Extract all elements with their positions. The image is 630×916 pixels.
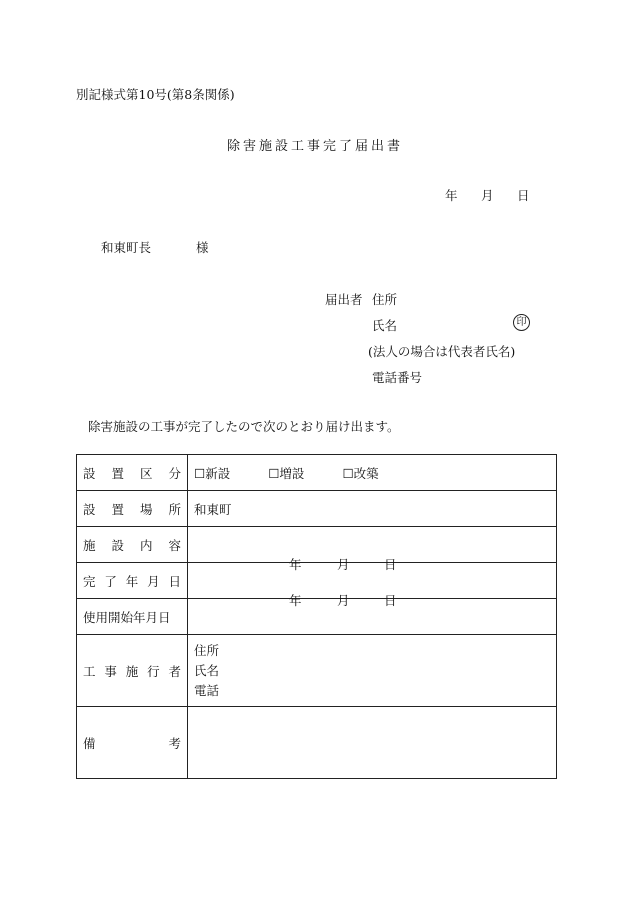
remarks-row <box>77 707 557 779</box>
content-label: 施 設 内 容 <box>77 527 188 563</box>
option-expansion-checkbox[interactable]: ☐増設 <box>268 465 305 481</box>
location-value[interactable]: 和東町 <box>188 491 557 527</box>
contractor-address-label: 住所 <box>194 642 220 658</box>
document-title: 除害施設工事完了届出書 <box>226 139 403 154</box>
contractor-value[interactable] <box>188 635 557 707</box>
contractor-row <box>77 635 557 707</box>
start-date-value[interactable] <box>188 593 557 635</box>
start-month-label: 月 <box>337 593 350 608</box>
recipient-honorific: 様 <box>196 240 209 255</box>
details-table <box>76 454 557 779</box>
contractor-name-label: 氏名 <box>194 662 220 678</box>
completion-date-label: 完 了 年 月 日 <box>77 563 188 599</box>
remarks-value[interactable] <box>188 707 557 779</box>
applicant-phone-label: 電話番号 <box>372 370 423 385</box>
date-day-label: 日 <box>517 188 530 203</box>
completion-day-label: 日 <box>384 557 397 572</box>
start-date-label: 使用開始年月日 <box>77 599 188 635</box>
contractor-label: 工 事 施 行 者 <box>77 635 188 707</box>
install-type-label: 設 置 区 分 <box>77 455 188 491</box>
option-renovation-checkbox[interactable]: ☐改築 <box>342 465 379 481</box>
seal-mark: 印 <box>513 314 530 331</box>
applicant-label: 届出者 <box>325 292 363 307</box>
completion-date-row <box>77 563 557 599</box>
start-day-label: 日 <box>384 593 397 608</box>
statement-text: 除害施設の工事が完了したので次のとおり届け出ます。 <box>88 419 400 434</box>
date-month-label: 月 <box>481 188 494 203</box>
applicant-name-label: 氏名 <box>372 318 398 333</box>
applicant-address-label: 住所 <box>372 292 398 307</box>
completion-year-label: 年 <box>289 557 302 572</box>
content-row <box>77 527 557 563</box>
recipient-name: 和東町長 <box>101 240 152 255</box>
option-new-checkbox[interactable]: ☐新設 <box>194 465 231 481</box>
location-label: 設 置 場 所 <box>77 491 188 527</box>
contractor-phone-label: 電話 <box>194 682 220 698</box>
completion-date-value[interactable] <box>188 557 557 599</box>
date-year-label: 年 <box>445 188 458 203</box>
content-value[interactable] <box>188 527 557 563</box>
start-date-row <box>77 599 557 635</box>
install-type-options <box>188 455 557 491</box>
location-row <box>77 491 557 527</box>
form-reference: 別記様式第10号(第8条関係) <box>76 87 235 102</box>
completion-month-label: 月 <box>337 557 350 572</box>
remarks-label: 備 考 <box>77 707 188 779</box>
install-type-row <box>77 455 557 491</box>
corporate-note: (法人の場合は代表者氏名) <box>368 344 516 359</box>
start-year-label: 年 <box>289 593 302 608</box>
